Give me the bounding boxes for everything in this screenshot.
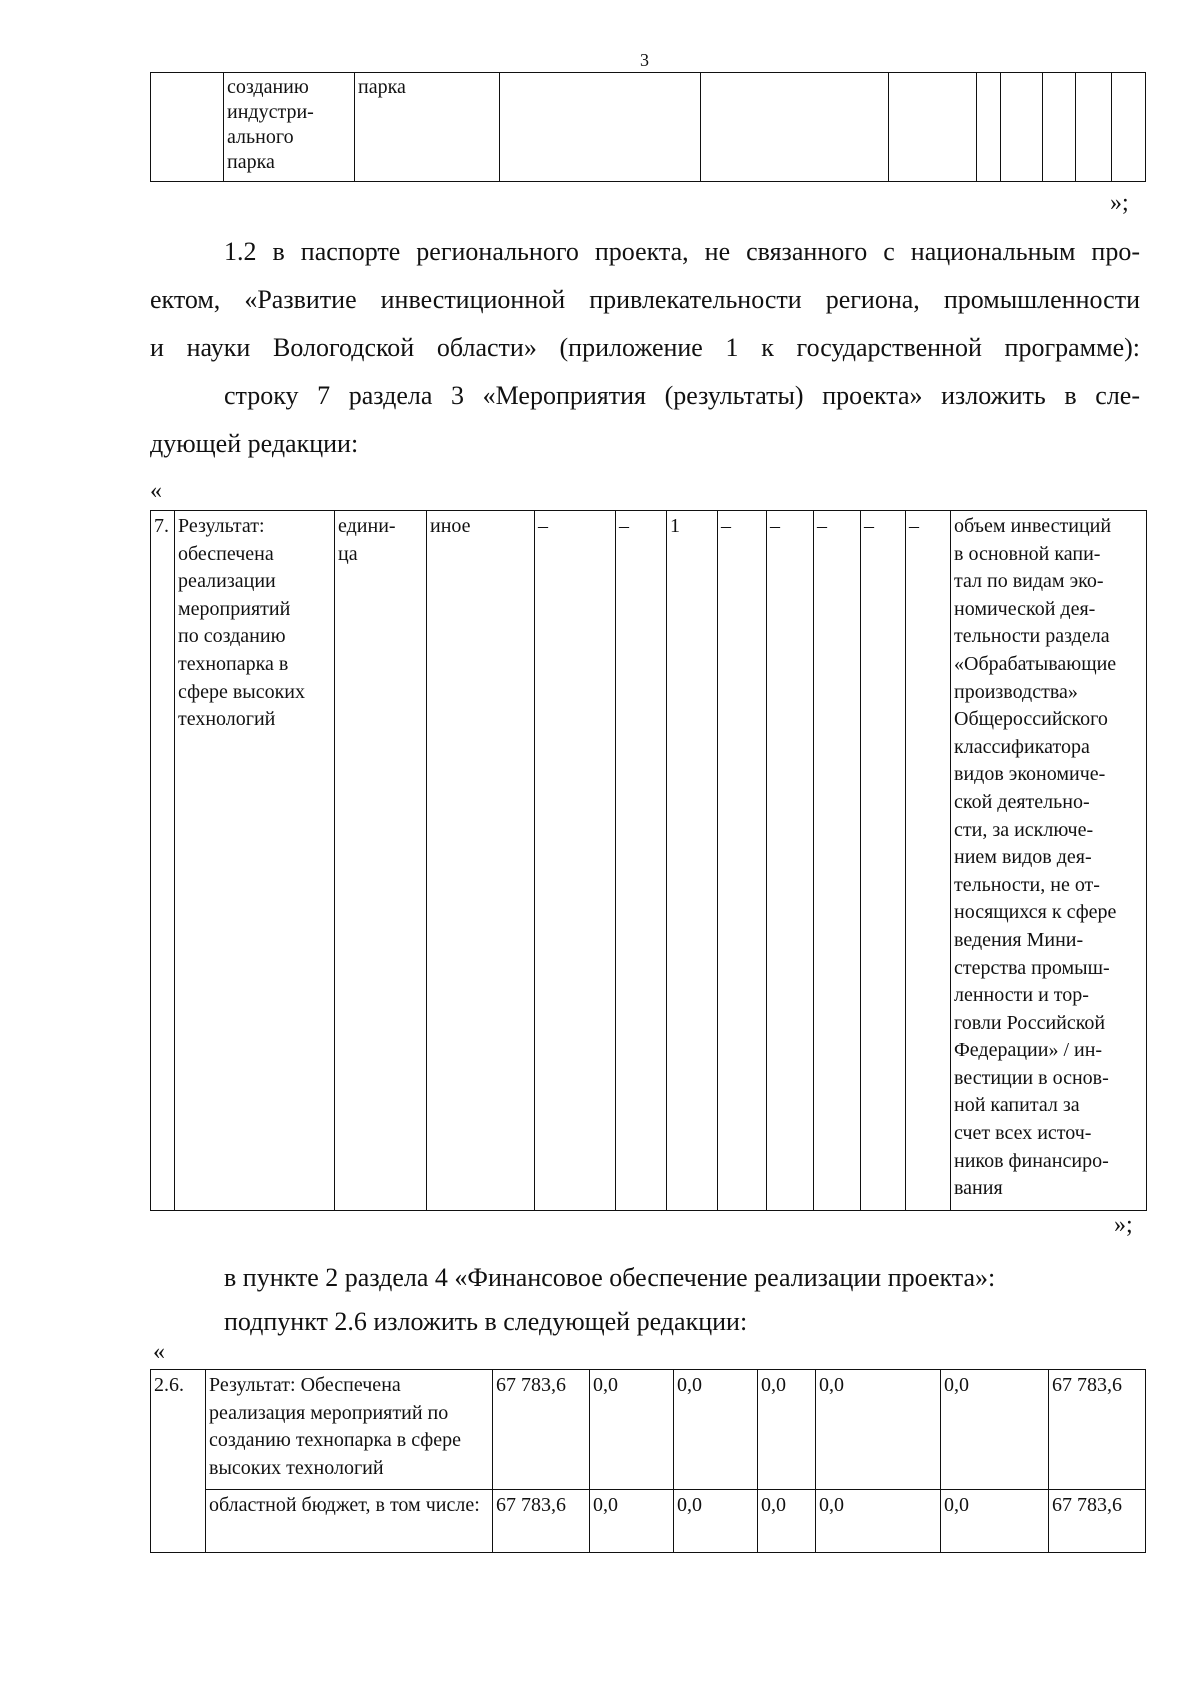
top-cell-11 — [1112, 73, 1146, 182]
row7-description-line: тельности, не от- — [954, 873, 1100, 896]
paragraph-line: ектом, «Развитие инвестиционной привлекательности региона, промышленности — [150, 285, 1140, 314]
finance-value: 0,0 — [758, 1370, 816, 1490]
row7-result-line: обеспечена — [178, 542, 274, 565]
paragraph-line: строку 7 раздела 3 «Мероприятия (результаты) проекта» изложить в сле- — [224, 381, 1140, 410]
finance-table — [150, 1369, 1146, 1553]
paragraph-3 — [150, 1254, 1140, 1302]
finance-value: 0,0 — [941, 1490, 1049, 1553]
row7-type: иное — [427, 511, 535, 1211]
row7-unit-line: едини- — [338, 515, 396, 537]
row7-result-line: сфере высоких — [178, 680, 306, 703]
top-cell-1 — [151, 73, 224, 182]
close-quote-1: »; — [1110, 190, 1129, 216]
top-cell-7 — [977, 73, 1001, 182]
paragraph-2 — [150, 372, 1140, 468]
top-cell-4 — [500, 73, 701, 182]
paragraph-4 — [150, 1298, 1140, 1346]
paragraph-line: 1.2 в паспорте регионального проекта, не связанного с национальным про- — [224, 237, 1140, 266]
row7-unit — [335, 511, 427, 1211]
row7-value: – — [616, 511, 667, 1211]
row7-description-line: ской деятельно- — [954, 790, 1090, 813]
row7-description-line: «Обрабатывающие — [954, 652, 1117, 675]
finance-value: 0,0 — [674, 1370, 758, 1490]
top-line: парка — [227, 151, 275, 173]
row7-result-line: технопарка в — [178, 652, 289, 675]
row7-description-line: сти, за исключе- — [954, 818, 1094, 841]
row7-description-line: ников финансиро- — [954, 1149, 1109, 1172]
row7-description-line: Федерации» / ин- — [954, 1039, 1103, 1062]
row7-description-line: нием видов дея- — [954, 846, 1092, 869]
close-quote-2: »; — [1114, 1212, 1133, 1238]
finance-num: 2.6. — [151, 1370, 206, 1553]
finance-value: 0,0 — [941, 1370, 1049, 1490]
top-cell-6 — [889, 73, 977, 182]
finance-row-label: Результат: Обеспечена реализация мероприятий по созданию технопарка в сфере высоких технологий — [206, 1370, 493, 1490]
row7-description-line: видов экономиче- — [954, 763, 1106, 786]
top-cell-9 — [1043, 73, 1076, 182]
top-line: индустри- — [227, 101, 314, 123]
paragraph-line: подпункт 2.6 изложить в следующей редакции: — [224, 1307, 748, 1336]
row7-value: – — [814, 511, 861, 1211]
row7-result-line: мероприятий — [178, 597, 291, 620]
row7-result-line: реализации — [178, 570, 276, 593]
top-cell-2 — [224, 73, 355, 182]
finance-value: 67 783,6 — [493, 1490, 590, 1553]
row7-description — [951, 511, 1147, 1211]
continued-table — [150, 72, 1146, 182]
paragraph-1 — [150, 228, 1140, 372]
row7-description-line: Общероссийского — [954, 708, 1108, 731]
finance-value: 0,0 — [590, 1370, 674, 1490]
row7-description-line: производства» — [954, 680, 1078, 703]
row7-description-line: классификатора — [954, 735, 1090, 758]
top-cell-5 — [701, 73, 889, 182]
finance-value: 0,0 — [590, 1490, 674, 1553]
row7-description-line: носящихся к сфере — [954, 901, 1117, 924]
row7-value: – — [535, 511, 616, 1211]
top-cell-3: парка — [355, 73, 500, 182]
row7-value: – — [767, 511, 814, 1211]
finance-value: 0,0 — [758, 1490, 816, 1553]
row7-description-line: стерства промыш- — [954, 956, 1110, 979]
finance-value: 67 783,6 — [1049, 1370, 1146, 1490]
row7-description-line: ной капитал за — [954, 1094, 1080, 1117]
finance-value: 0,0 — [674, 1490, 758, 1553]
paragraph-line: дующей редакции: — [150, 429, 359, 458]
row7-result-line: по созданию — [178, 625, 286, 648]
finance-value: 0,0 — [816, 1490, 941, 1553]
open-quote-1: « — [150, 478, 162, 504]
top-cell-10 — [1076, 73, 1112, 182]
row7-description-line: ленности и тор- — [954, 984, 1089, 1007]
paragraph-line: и науки Вологодской области» (приложение 1 к государственной программе): — [150, 333, 1140, 362]
row7-description-line: объем инвестиций — [954, 515, 1112, 537]
row7-value: 1 — [667, 511, 718, 1211]
top-line: ального — [227, 126, 294, 148]
finance-value: 67 783,6 — [1049, 1490, 1146, 1553]
row7-value: – — [906, 511, 951, 1211]
finance-value: 0,0 — [816, 1370, 941, 1490]
row7-value: – — [861, 511, 906, 1211]
row7-num: 7. — [151, 511, 175, 1211]
row7-description-line: вестиции в основ- — [954, 1066, 1109, 1089]
row7-description-line: говли Российской — [954, 1011, 1106, 1034]
top-line: созданию — [227, 76, 309, 98]
row7-description-line: тал по видам эко- — [954, 570, 1104, 593]
row7-value: – — [718, 511, 767, 1211]
row7-description-line: в основной капи- — [954, 542, 1101, 565]
row7-table — [150, 510, 1147, 1211]
row7-description-line: номической дея- — [954, 597, 1096, 620]
finance-value: 67 783,6 — [493, 1370, 590, 1490]
row7-unit-line: ца — [338, 542, 358, 565]
top-cell-8 — [1001, 73, 1043, 182]
row7-result — [175, 511, 335, 1211]
row7-description-line: тельности раздела — [954, 625, 1110, 648]
paragraph-line: в пункте 2 раздела 4 «Финансовое обеспечение реализации проекта»: — [224, 1263, 996, 1292]
open-quote-2: « — [153, 1339, 165, 1365]
finance-row-label: областной бюджет, в том числе: — [206, 1490, 493, 1553]
row7-result-line: Результат: — [178, 515, 265, 537]
row7-description-line: вания — [954, 1177, 1003, 1200]
page-number: 3 — [640, 50, 649, 70]
row7-description-line: счет всех источ- — [954, 1122, 1092, 1145]
row7-result-line: технологий — [178, 708, 276, 731]
row7-description-line: ведения Мини- — [954, 928, 1084, 951]
